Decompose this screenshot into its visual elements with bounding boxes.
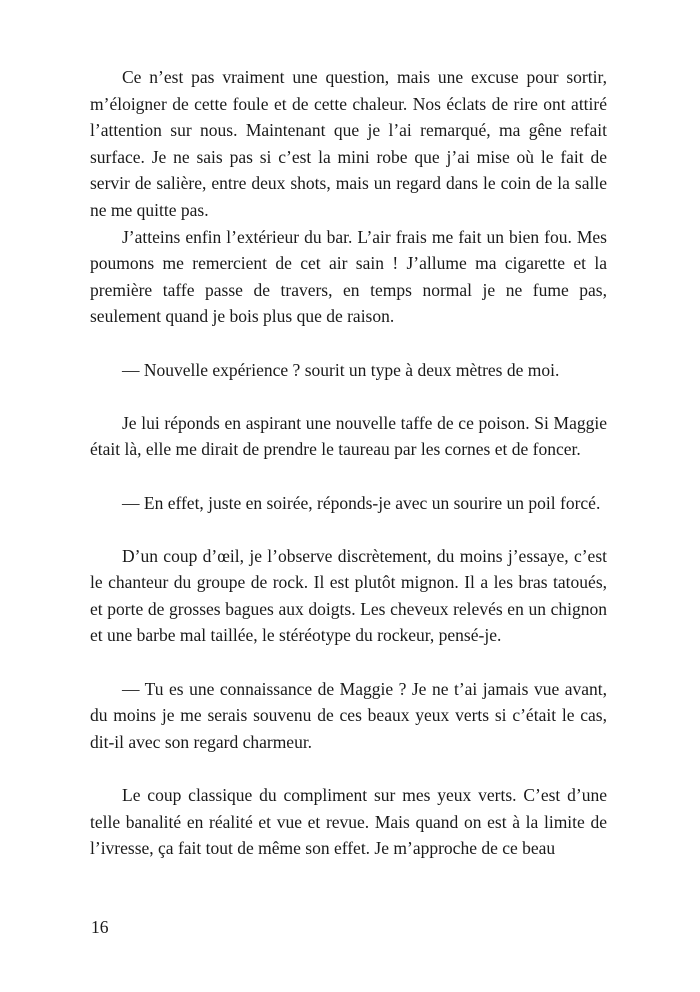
- paragraph: Le coup classique du compliment sur mes yeux verts. C’est d’une telle banalité en réalité et vue et revue. Mais quand on est à la limite de l’ivresse, ça fait tout de même son effet. Je m’approche de ce beau: [90, 785, 607, 859]
- dialogue-line: — Nouvelle expérience ? sourit un type à deux mètres de moi.: [122, 359, 560, 380]
- page-body: [90, 64, 607, 862]
- paragraph: Ce n’est pas vraiment une question, mais une excuse pour sortir, m’éloigner de cette foule et de cette chaleur. Nos éclats de rire ont attiré l’attention sur nous. Maintenant que je l’ai remarqué, ma gêne refait surface. Je ne sais pas si c’est la mini robe que j’ai mise où le fait de servir de salière, entre deux shots, mais un regard dans le coin de la salle ne me quitte pas.: [90, 67, 607, 220]
- page-number: 16: [91, 917, 109, 937]
- paragraph: Je lui réponds en aspirant une nouvelle taffe de ce poison. Si Maggie était là, elle me dirait de prendre le taureau par les cornes et de foncer.: [90, 412, 607, 460]
- paragraph: D’un coup d’œil, je l’observe discrètement, du moins j’essaye, c’est le chanteur du groupe de rock. Il est plutôt mignon. Il a les bras tatoués, et porte de grosses bagues aux doigts. Les cheveux relevés en un chignon et une barbe mal taillée, le stéréotype du rockeur, pensé-je.: [90, 545, 607, 646]
- dialogue-line: — Tu es une connaissance de Maggie ? Je ne t’ai jamais vue avant, du moins je me serais souvenu de ces beaux yeux verts si c’était le cas, dit-il avec son regard charmeur.: [90, 678, 607, 752]
- paragraph: J’atteins enfin l’extérieur du bar. L’air frais me fait un bien fou. Mes poumons me remercient de cet air sain ! J’allume ma cigarette et la première taffe passe de travers, en temps normal je ne fume pas, seulement quand je bois plus que de raison.: [90, 226, 607, 327]
- dialogue-line: — En effet, juste en soirée, réponds-je avec un sourire un poil forcé.: [122, 492, 601, 513]
